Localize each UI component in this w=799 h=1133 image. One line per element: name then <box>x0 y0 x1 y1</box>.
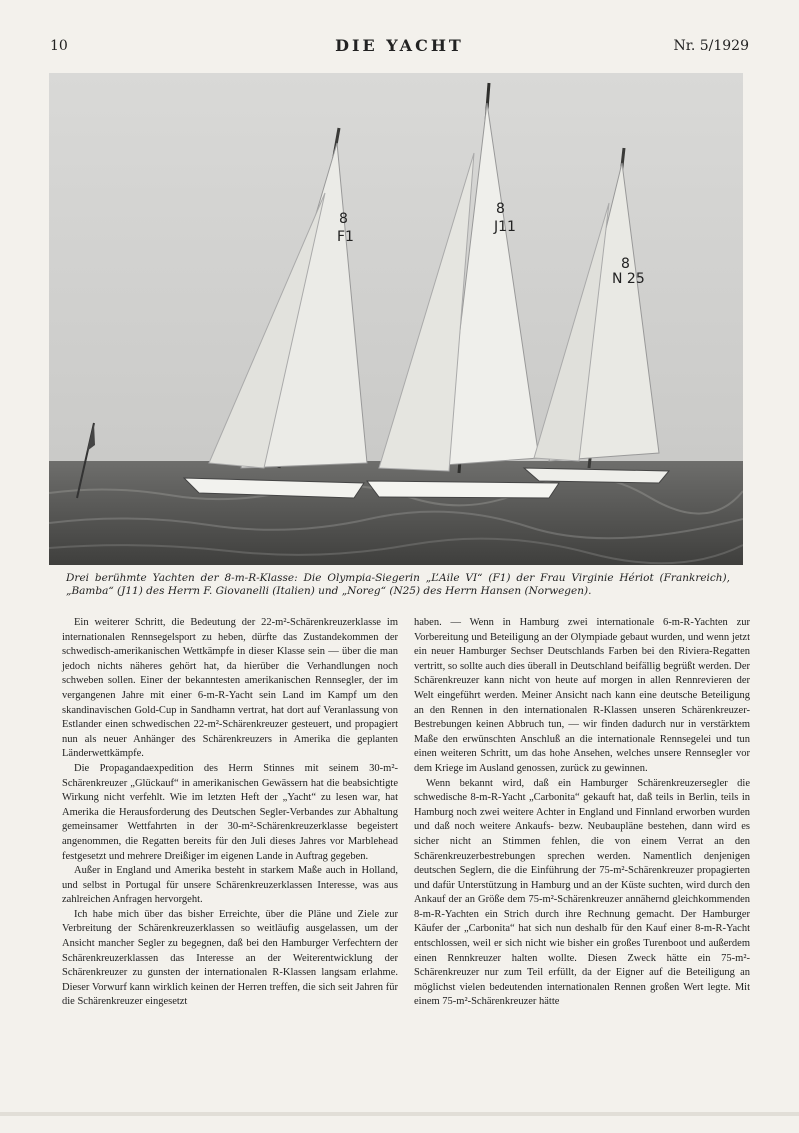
sail-number-2: J11 <box>494 219 516 235</box>
sail-number-2-class: 8 <box>496 201 505 217</box>
page-bottom-edge <box>0 1112 799 1116</box>
paragraph: Die Propagandaexpedition des Herrn Stinnes mit seinem 30-m²-Schärenkreuzer „Glückauf“ in amerikanischen Gewässern hat die beabsichtigte Wirkung nicht verfehlt. Wie im letzten Heft der „Yacht“ zu lesen war, hat Amerika die Herausforderung des Deutschen Segler-Verbandes zur Abhaltung gemeinsamer Wettfahrten in der 30-m²-Schärenkreuzerklasse begeistert angenommen, die Regatten bereits für den Juli dieses Jahres vor Marblehead festgesetzt und mehrere Dreißiger im eigenen Lande in Auftrag gegeben. <box>62 762 398 862</box>
left-column <box>62 616 398 1036</box>
running-head: DIE YACHT <box>335 36 464 55</box>
photo-caption: Drei berühmte Yachten der 8-m-R-Klasse: Die Olympia-Siegerin „L’Aile VI“ (F1) der Frau Virginie Hériot (Frankreich), „Bamba“ (J11) des Herrn F. Giovanelli (Italien) und „Noreg“ (N25) des Herrn Hansen (Norwegen). <box>66 572 730 597</box>
sail-number-1-class: 8 <box>339 211 348 227</box>
sail-number-3: N 25 <box>612 271 645 287</box>
sail-number-3-class: 8 <box>621 256 630 272</box>
right-column <box>414 616 750 1036</box>
paragraph: Wenn bekannt wird, daß ein Hamburger Schärenkreuzersegler die schwedische 8-m-R-Yacht „Carbonita“ gekauft hat, daß teils in Berlin, teils in Hamburg noch zwei weitere Achter in England und Finnland erworben wurden und daß noch weitere Ankaufs- bezw. Neubaupläne bestehen, dann wird es sicher nicht an Stimmen fehlen, die von einem Verrat an den Schärenkreuzerbestrebungen sprechen werden. Namentlich denjenigen deutschen Seglern, die die Einführung der 75-m²-Schärenkreuzer propagierten und dafür Unterstützung in Hamburg und an der Küste suchten, wird durch den Ankauf der an Größe dem 75-m²-Schärenkreuzer annähernd gleichkommenden 8-m-R-Yachten ein Strich durch ihre Rechnung gemacht. Der Hamburger Käufer der „Carbonita“ hat sich nun deshalb für den Kauf einer 8-m-R-Yacht entschlossen, weil er sich nicht wie bisher ein großes Turenboot und außerdem einen Rennkreuzer halten wollte. Diesen Zweck hätte ein 75-m²-Schärenkreuzer nur zum Teil erfüllt, da der Eigner auf die Beteiligung an möglichst vielen bedeutenden internationalen Rennen großen Wert legte. Mit einem 75-m²-Schärenkreuzer hätte <box>414 777 750 1008</box>
paragraph: Außer in England und Amerika besteht in starkem Maße auch in Holland, und selbst in Portugal für unsere Schärenkreuzerklassen Interesse, was aus zahlreichen Anfragen hervorgeht. <box>62 865 398 906</box>
issue-number: Nr. 5/1929 <box>673 38 749 54</box>
sailing-yachts-photo <box>49 73 743 565</box>
sail-number-1: F1 <box>337 229 354 245</box>
paragraph: Ich habe mich über das bisher Erreichte, über die Pläne und Ziele zur Verbreitung der Schärenkreuzerklassen so weitläufig ausgelassen, um der Ansicht mancher Segler zu begegnen, daß bei den Hamburger Verfechtern der Schärenkreuzerklassen das Interesse an der Weiterentwicklung der Schärenkreuzer zu gunsten der internationalen R-Klassen langsam erlahme. Dieser Vorwurf kann wirklich keinen der Herren treffen, die sich seit Jahren für die Schärenkreuzer eingesetzt <box>62 908 398 1008</box>
article-body <box>62 616 750 1036</box>
paragraph: Ein weiterer Schritt, die Bedeutung der 22-m²-Schärenkreuzerklasse im internationalen Rennsegelsport zu heben, dürfte das Zustandekommen der schwedisch-amerikanischen Wettkämpfe in dieser Klasse sein — über die man jedoch nichts näheres gehört hat, da hierüber die Verhandlungen noch schweben sollen. Einer der bekanntesten amerikanischen Rennsegler, der im vergangenen Jahre mit einer 6-m-R-Yacht sein Land im Kampf um den skandinavischen Gold-Cup in Sandhamn vertrat, hat dort auf Veranlassung von Estlander einen schwedischen 22-m²-Schärenkreuzer gesteuert, und propagiert nun als neuer Anhänger des Schärenkreuzers in Amerika die geplanten Länderwettkämpfe. <box>62 617 398 760</box>
page-number: 10 <box>50 38 68 54</box>
paragraph: haben. — Wenn in Hamburg zwei internationale 6-m-R-Yachten zur Vorbereitung und Beteiligung an der Olympiade gebaut wurden, und wenn jetzt ein neuer Hamburger Sechser Deutschlands Farben bei den Riviera-Regatten vertritt, so sollte auch dies überall in Deutschland beifällig begrüßt werden. Der Schärenkreuzer kann nicht von heute auf morgen in allen Rennrevieren der Welt eingeführt werden. Meiner Ansicht nach kann eine deutsche Beteiligung an den Rennen in den internationalen R-Klassen unseren Schärenkreuzer-Bestrebungen keinen Abbruch tun, — wir finden dadurch nur in verstärktem Maße den erwünschten Anschluß an die internationale Rennsegelei und tun einen weiteren Schritt, um das hohe Ansehen, welches unsere Rennsegler vor dem Kriege im Ausland genossen, zurück zu gewinnen. <box>414 617 750 774</box>
